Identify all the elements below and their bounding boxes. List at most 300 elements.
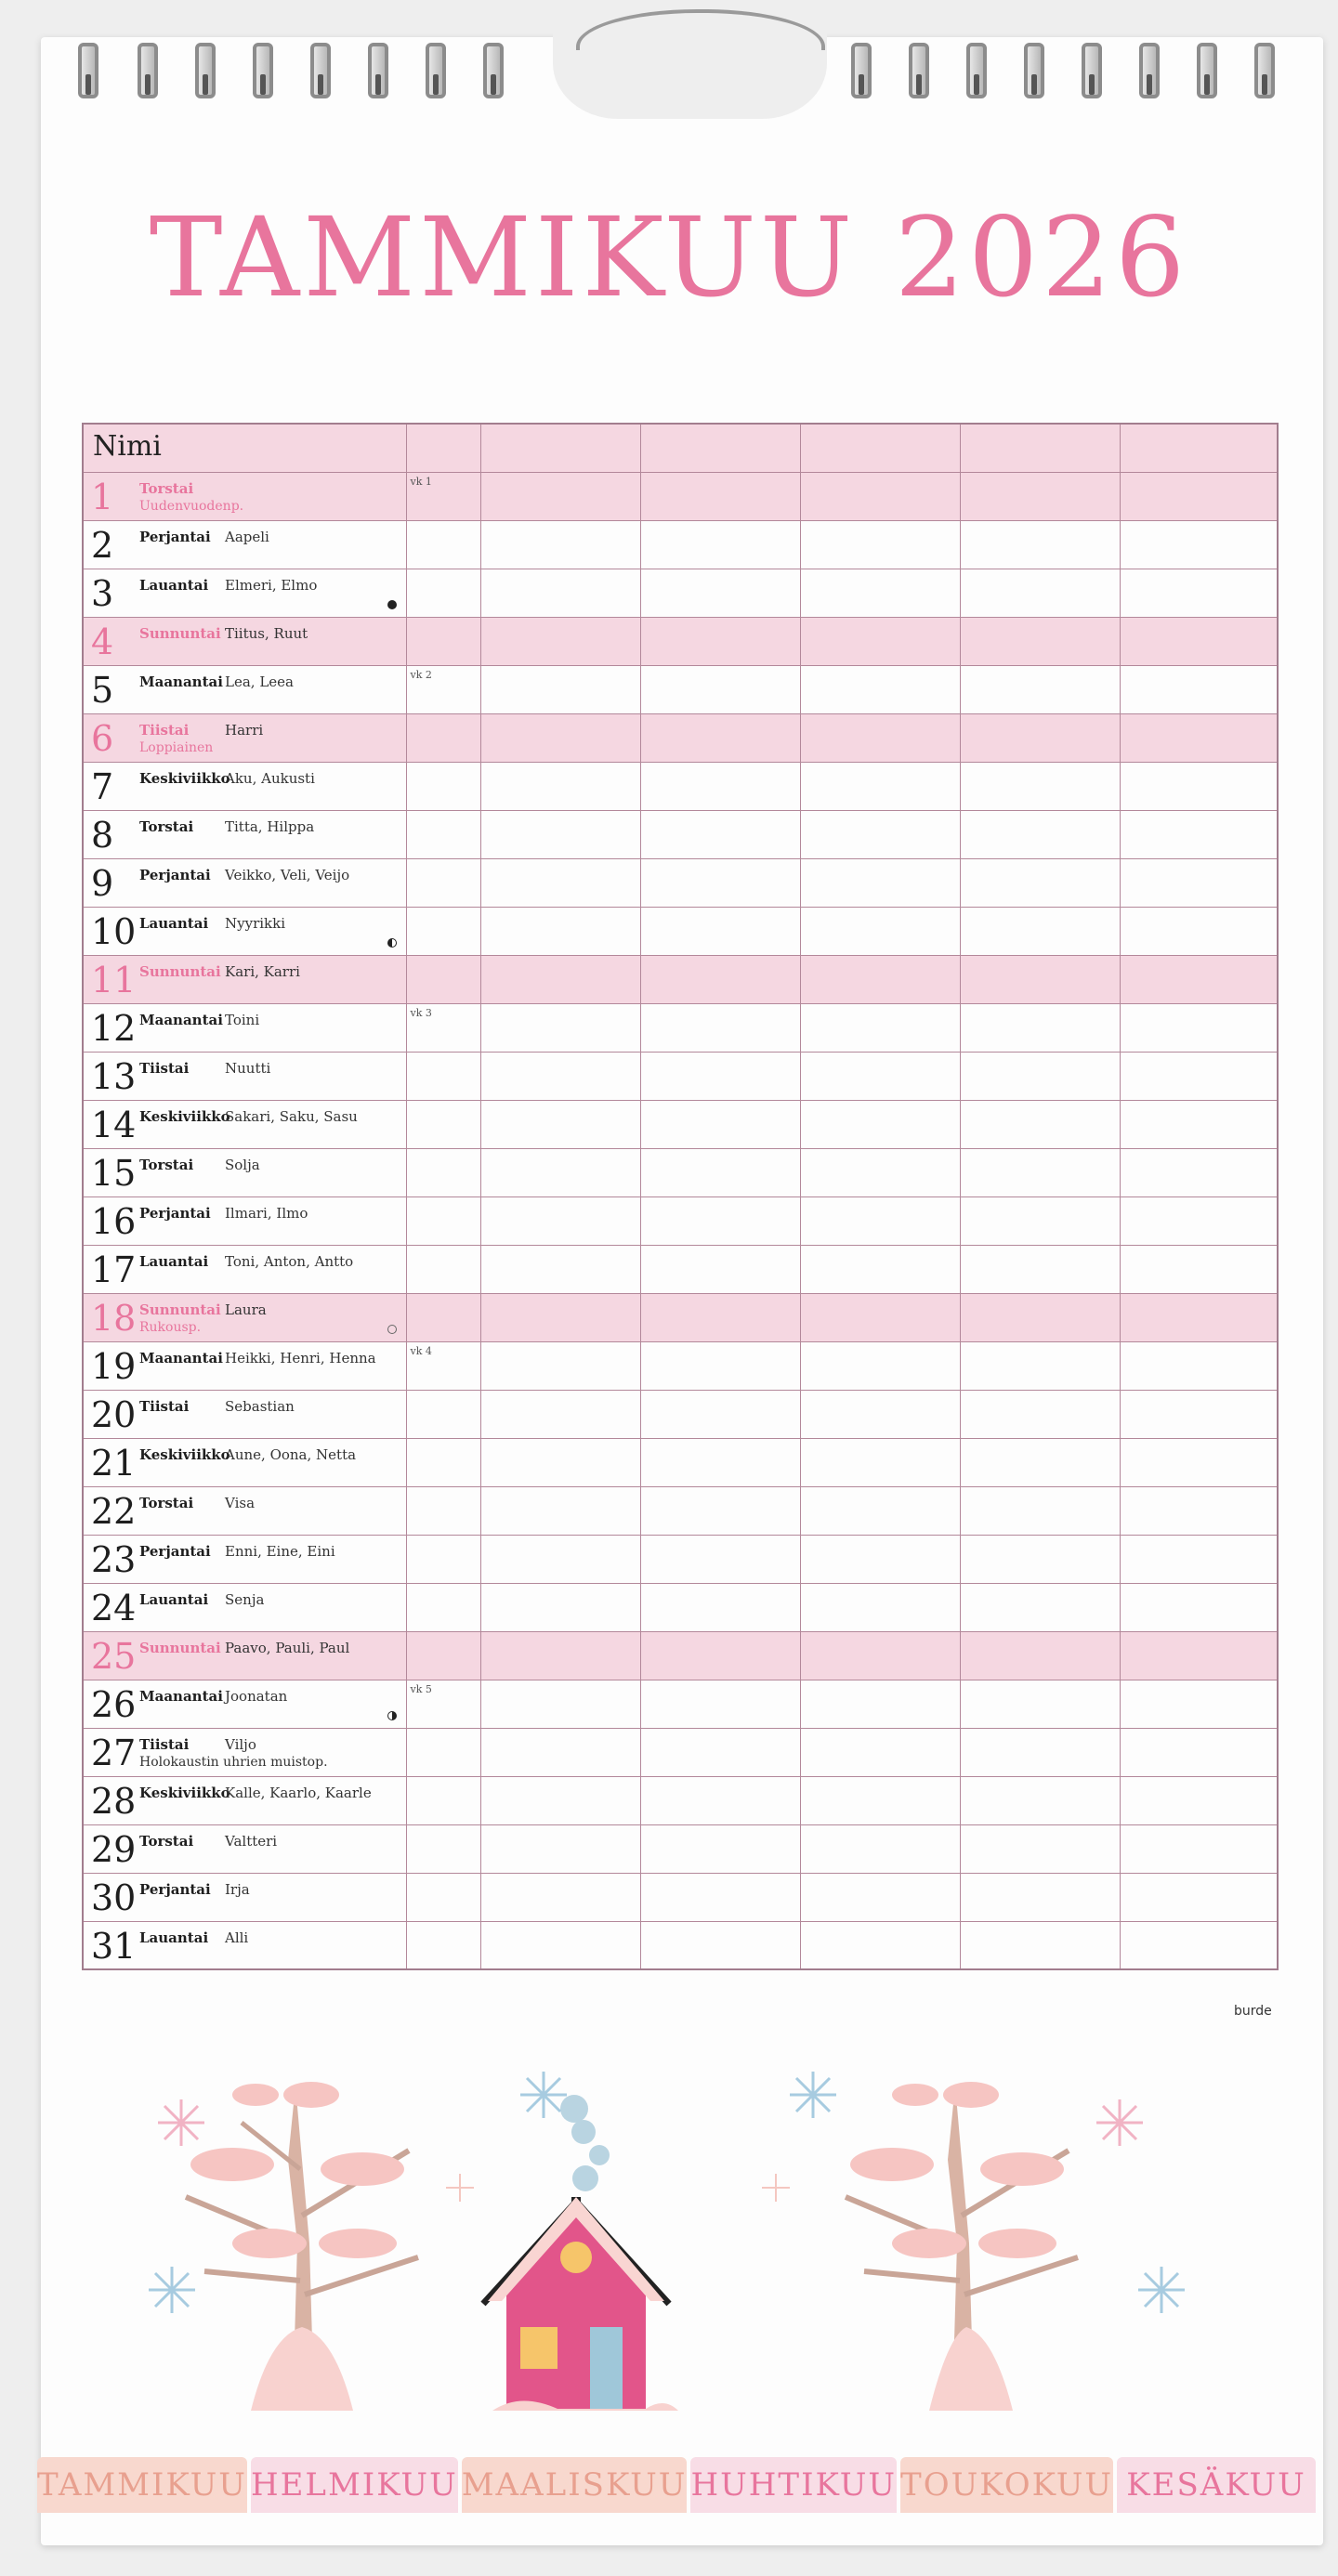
month-tab[interactable]: MAALISKUU	[462, 2457, 688, 2513]
day-number: 4	[91, 621, 114, 662]
day-number: 25	[91, 1635, 137, 1677]
day-number: 14	[91, 1104, 137, 1145]
entry-cell[interactable]	[1120, 1728, 1278, 1776]
entry-cell[interactable]	[640, 665, 800, 713]
week-cell[interactable]	[406, 1486, 480, 1535]
binding-ring	[253, 43, 273, 98]
week-cell[interactable]	[406, 520, 480, 569]
header-cell[interactable]	[480, 424, 640, 472]
day-row	[83, 1728, 1278, 1776]
weekday-label: Torstai	[139, 479, 194, 497]
entry-cell[interactable]	[960, 1341, 1120, 1390]
entry-cell[interactable]	[1120, 1052, 1278, 1100]
weekday-label: Lauantai	[139, 1590, 209, 1608]
day-row	[83, 1680, 1278, 1728]
name-day-names: Heikki, Henri, Henna	[225, 1349, 376, 1366]
weekday-label: Torstai	[139, 817, 194, 835]
entry-cell[interactable]	[640, 858, 800, 907]
entry-cell[interactable]	[480, 1680, 640, 1728]
weekday-label: Maanantai	[139, 1011, 223, 1028]
entry-cell[interactable]	[960, 1824, 1120, 1873]
entry-cell[interactable]	[640, 472, 800, 520]
entry-cell[interactable]	[640, 1341, 800, 1390]
entry-cell[interactable]	[800, 1921, 960, 1969]
entry-cell[interactable]	[960, 1776, 1120, 1824]
entry-cell[interactable]	[800, 1100, 960, 1148]
name-day-names: Toni, Anton, Antto	[225, 1252, 354, 1270]
name-day-names: Ilmari, Ilmo	[225, 1204, 308, 1222]
entry-cell[interactable]	[800, 1873, 960, 1921]
week-cell[interactable]	[406, 1438, 480, 1486]
week-cell[interactable]	[406, 617, 480, 665]
entry-cell[interactable]	[1120, 907, 1278, 955]
day-row	[83, 907, 1278, 955]
entry-cell[interactable]	[480, 1631, 640, 1680]
entry-cell[interactable]	[480, 1100, 640, 1148]
weekday-label: Perjantai	[139, 866, 211, 883]
weekday-label: Perjantai	[139, 1542, 211, 1560]
entry-cell[interactable]	[480, 762, 640, 810]
entry-cell[interactable]	[1120, 1824, 1278, 1873]
week-cell[interactable]	[406, 858, 480, 907]
week-cell[interactable]	[406, 955, 480, 1003]
weekday-label: Keskiviikko	[139, 1107, 230, 1125]
entry-cell[interactable]	[960, 472, 1120, 520]
week-cell[interactable]	[406, 1148, 480, 1196]
weekday-label: Keskiviikko	[139, 1784, 230, 1801]
week-cell[interactable]	[406, 1003, 480, 1052]
entry-cell[interactable]	[480, 1003, 640, 1052]
day-row	[83, 1052, 1278, 1100]
entry-cell[interactable]	[800, 665, 960, 713]
weekday-label: Torstai	[139, 1156, 194, 1173]
entry-cell[interactable]	[640, 1486, 800, 1535]
entry-cell[interactable]	[1120, 1293, 1278, 1341]
entry-cell[interactable]	[800, 1583, 960, 1631]
week-cell[interactable]	[406, 1728, 480, 1776]
entry-cell[interactable]	[800, 1196, 960, 1245]
day-label-cell	[83, 1293, 406, 1341]
week-cell[interactable]	[406, 1293, 480, 1341]
entry-cell[interactable]	[960, 1245, 1120, 1293]
entry-cell[interactable]	[960, 1631, 1120, 1680]
entry-cell[interactable]	[960, 955, 1120, 1003]
entry-cell[interactable]	[640, 1293, 800, 1341]
entry-cell[interactable]	[640, 1728, 800, 1776]
day-row	[83, 1293, 1278, 1341]
entry-cell[interactable]	[960, 858, 1120, 907]
entry-cell[interactable]	[1120, 858, 1278, 907]
entry-cell[interactable]	[800, 1824, 960, 1873]
day-label-cell	[83, 617, 406, 665]
entry-cell[interactable]	[640, 810, 800, 858]
day-row	[83, 1873, 1278, 1921]
weekday-label: Lauantai	[139, 1929, 209, 1946]
weekday-label: Sunnuntai	[139, 962, 221, 980]
entry-cell[interactable]	[800, 907, 960, 955]
entry-cell[interactable]	[800, 955, 960, 1003]
entry-cell[interactable]	[640, 1921, 800, 1969]
entry-cell[interactable]	[1120, 1631, 1278, 1680]
entry-cell[interactable]	[480, 1728, 640, 1776]
week-cell[interactable]	[406, 1390, 480, 1438]
entry-cell[interactable]	[640, 1003, 800, 1052]
weekday-label: Sunnuntai	[139, 1639, 221, 1656]
entry-cell[interactable]	[800, 1341, 960, 1390]
day-row	[83, 1148, 1278, 1196]
entry-cell[interactable]	[640, 1438, 800, 1486]
entry-cell[interactable]	[960, 1100, 1120, 1148]
entry-cell[interactable]	[1120, 1341, 1278, 1390]
entry-cell[interactable]	[800, 520, 960, 569]
entry-cell[interactable]	[800, 569, 960, 617]
week-cell[interactable]	[406, 1824, 480, 1873]
weekday-label: Sunnuntai	[139, 1301, 221, 1318]
day-number: 21	[91, 1442, 137, 1484]
week-cell[interactable]	[406, 1535, 480, 1583]
name-day-names: Alli	[225, 1929, 249, 1946]
house-icon	[483, 2197, 678, 2411]
entry-cell[interactable]	[480, 1293, 640, 1341]
week-cell[interactable]	[406, 907, 480, 955]
entry-cell[interactable]	[480, 1148, 640, 1196]
entry-cell[interactable]	[960, 1486, 1120, 1535]
entry-cell[interactable]	[480, 858, 640, 907]
entry-cell[interactable]	[800, 1728, 960, 1776]
entry-cell[interactable]	[640, 569, 800, 617]
snowflake-icon	[446, 2174, 474, 2202]
snowflake-icon	[1096, 2099, 1143, 2146]
day-label-cell	[83, 1341, 406, 1390]
name-day-names: Irja	[225, 1880, 250, 1898]
entry-cell[interactable]	[640, 520, 800, 569]
entry-cell[interactable]	[800, 1003, 960, 1052]
week-cell[interactable]	[406, 1245, 480, 1293]
entry-cell[interactable]	[480, 1486, 640, 1535]
holiday-note: Rukousp.	[139, 1319, 202, 1335]
day-label-cell	[83, 907, 406, 955]
entry-cell[interactable]	[960, 907, 1120, 955]
binding-ring	[1024, 43, 1044, 98]
week-number: vk 4	[410, 1344, 432, 1357]
week-cell[interactable]	[406, 1100, 480, 1148]
entry-cell[interactable]	[1120, 1486, 1278, 1535]
entry-cell[interactable]	[960, 1873, 1120, 1921]
binding-ring	[78, 43, 98, 98]
day-number: 24	[91, 1587, 137, 1628]
entry-cell[interactable]	[960, 1680, 1120, 1728]
month-tab[interactable]: HUHTIKUU	[690, 2457, 897, 2513]
entry-cell[interactable]	[480, 907, 640, 955]
binding-ring	[368, 43, 388, 98]
name-day-names: Joonatan	[225, 1687, 288, 1705]
day-row	[83, 1245, 1278, 1293]
entry-cell[interactable]	[480, 1535, 640, 1583]
entry-cell[interactable]	[1120, 1245, 1278, 1293]
weekday-label: Torstai	[139, 1494, 194, 1511]
entry-cell[interactable]	[640, 713, 800, 762]
entry-cell[interactable]	[480, 520, 640, 569]
entry-cell[interactable]	[640, 1583, 800, 1631]
day-number: 1	[91, 476, 114, 517]
entry-cell[interactable]	[480, 665, 640, 713]
entry-cell[interactable]	[800, 1293, 960, 1341]
week-number: vk 1	[410, 475, 432, 488]
day-label-cell	[83, 1583, 406, 1631]
entry-cell[interactable]	[1120, 1390, 1278, 1438]
entry-cell[interactable]	[480, 810, 640, 858]
name-day-names: Visa	[225, 1494, 256, 1511]
header-cell[interactable]	[406, 424, 480, 472]
weekday-label: Sunnuntai	[139, 624, 221, 642]
binding-ring	[138, 43, 158, 98]
day-label-cell	[83, 1390, 406, 1438]
snowflake-icon	[158, 2099, 204, 2146]
header-cell[interactable]	[1120, 424, 1278, 472]
entry-cell[interactable]	[480, 569, 640, 617]
name-day-names: Aku, Aukusti	[225, 769, 315, 787]
entry-cell[interactable]	[1120, 1680, 1278, 1728]
entry-cell[interactable]	[480, 1196, 640, 1245]
entry-cell[interactable]	[480, 617, 640, 665]
entry-cell[interactable]	[640, 1535, 800, 1583]
entry-cell[interactable]	[640, 1390, 800, 1438]
entry-cell[interactable]	[1120, 569, 1278, 617]
weekday-label: Keskiviikko	[139, 769, 230, 787]
entry-cell[interactable]	[960, 1003, 1120, 1052]
entry-cell[interactable]	[480, 955, 640, 1003]
week-cell[interactable]	[406, 1196, 480, 1245]
day-number: 7	[91, 765, 114, 807]
entry-cell[interactable]	[480, 1921, 640, 1969]
entry-cell[interactable]	[480, 1438, 640, 1486]
name-header: Nimi	[83, 424, 406, 472]
entry-cell[interactable]	[640, 1631, 800, 1680]
entry-cell[interactable]	[1120, 810, 1278, 858]
entry-cell[interactable]	[800, 1390, 960, 1438]
entry-cell[interactable]	[960, 665, 1120, 713]
weekday-label: Tiistai	[139, 1059, 190, 1077]
week-cell[interactable]	[406, 1873, 480, 1921]
entry-cell[interactable]	[1120, 1148, 1278, 1196]
day-label-cell	[83, 1680, 406, 1728]
tree-icon	[186, 2082, 418, 2411]
entry-cell[interactable]	[1120, 713, 1278, 762]
day-number: 15	[91, 1152, 137, 1194]
entry-cell[interactable]	[480, 1390, 640, 1438]
day-number: 8	[91, 814, 114, 856]
entry-cell[interactable]	[800, 1052, 960, 1100]
week-cell[interactable]	[406, 1921, 480, 1969]
day-row	[83, 1535, 1278, 1583]
entry-cell[interactable]	[640, 1148, 800, 1196]
entry-cell[interactable]	[1120, 1438, 1278, 1486]
week-cell[interactable]	[406, 1631, 480, 1680]
entry-cell[interactable]	[1120, 1100, 1278, 1148]
week-cell[interactable]	[406, 472, 480, 520]
entry-cell[interactable]	[960, 520, 1120, 569]
entry-cell[interactable]	[640, 1100, 800, 1148]
day-row	[83, 762, 1278, 810]
entry-cell[interactable]	[1120, 1196, 1278, 1245]
entry-cell[interactable]	[960, 569, 1120, 617]
name-day-names: Aune, Oona, Netta	[225, 1445, 357, 1463]
calendar-table	[82, 423, 1279, 1970]
weekday-label: Lauantai	[139, 576, 209, 594]
entry-cell[interactable]	[1120, 665, 1278, 713]
entry-cell[interactable]	[960, 713, 1120, 762]
entry-cell[interactable]	[1120, 1535, 1278, 1583]
entry-cell[interactable]	[1120, 1776, 1278, 1824]
entry-cell[interactable]	[480, 1583, 640, 1631]
day-row	[83, 955, 1278, 1003]
entry-cell[interactable]	[960, 1583, 1120, 1631]
entry-cell[interactable]	[480, 1341, 640, 1390]
day-label-cell	[83, 810, 406, 858]
entry-cell[interactable]	[1120, 1583, 1278, 1631]
header-cell[interactable]	[960, 424, 1120, 472]
name-day-names: Elmeri, Elmo	[225, 576, 318, 594]
day-row	[83, 472, 1278, 520]
entry-cell[interactable]	[640, 1052, 800, 1100]
day-label-cell	[83, 1486, 406, 1535]
day-label-cell	[83, 713, 406, 762]
entry-cell[interactable]	[640, 617, 800, 665]
month-tab[interactable]: HELMIKUU	[251, 2457, 458, 2513]
binding-ring	[195, 43, 216, 98]
day-number: 30	[91, 1876, 137, 1918]
entry-cell[interactable]	[480, 472, 640, 520]
day-label-cell	[83, 569, 406, 617]
entry-cell[interactable]	[640, 1245, 800, 1293]
entry-cell[interactable]	[960, 762, 1120, 810]
entry-cell[interactable]	[640, 1776, 800, 1824]
day-label-cell	[83, 1728, 406, 1776]
binding-ring	[966, 43, 987, 98]
week-cell[interactable]	[406, 1776, 480, 1824]
day-number: 9	[91, 862, 114, 904]
day-label-cell	[83, 1535, 406, 1583]
entry-cell[interactable]	[960, 617, 1120, 665]
entry-cell[interactable]	[800, 1438, 960, 1486]
week-cell[interactable]	[406, 1583, 480, 1631]
month-tab[interactable]: TAMMIKUU	[37, 2457, 247, 2513]
month-tab[interactable]: KESÄKUU	[1117, 2457, 1316, 2513]
entry-cell[interactable]	[480, 1052, 640, 1100]
entry-cell[interactable]	[1120, 472, 1278, 520]
entry-cell[interactable]	[960, 1052, 1120, 1100]
entry-cell[interactable]	[1120, 520, 1278, 569]
entry-cell[interactable]	[480, 1824, 640, 1873]
month-tab[interactable]: TOUKOKUU	[900, 2457, 1113, 2513]
day-row	[83, 713, 1278, 762]
entry-cell[interactable]	[800, 858, 960, 907]
entry-cell[interactable]	[960, 1390, 1120, 1438]
entry-cell[interactable]	[480, 713, 640, 762]
day-number: 3	[91, 572, 114, 614]
day-label-cell	[83, 1003, 406, 1052]
day-label-cell	[83, 1921, 406, 1969]
week-cell[interactable]	[406, 810, 480, 858]
entry-cell[interactable]	[960, 1535, 1120, 1583]
entry-cell[interactable]	[960, 1196, 1120, 1245]
week-cell[interactable]	[406, 569, 480, 617]
entry-cell[interactable]	[960, 1438, 1120, 1486]
week-cell[interactable]	[406, 1341, 480, 1390]
day-row	[83, 569, 1278, 617]
entry-cell[interactable]	[480, 1245, 640, 1293]
entry-cell[interactable]	[800, 1680, 960, 1728]
entry-cell[interactable]	[960, 810, 1120, 858]
entry-cell[interactable]	[800, 1535, 960, 1583]
entry-cell[interactable]	[800, 617, 960, 665]
binding-ring	[851, 43, 872, 98]
entry-cell[interactable]	[800, 810, 960, 858]
day-row	[83, 1100, 1278, 1148]
day-number: 23	[91, 1538, 137, 1580]
week-cell[interactable]	[406, 762, 480, 810]
day-label-cell	[83, 1245, 406, 1293]
entry-cell[interactable]	[960, 1728, 1120, 1776]
entry-cell[interactable]	[640, 1196, 800, 1245]
week-cell[interactable]	[406, 1680, 480, 1728]
entry-cell[interactable]	[800, 1486, 960, 1535]
entry-cell[interactable]	[800, 1245, 960, 1293]
entry-cell[interactable]	[1120, 1003, 1278, 1052]
entry-cell[interactable]	[640, 762, 800, 810]
entry-cell[interactable]	[1120, 1921, 1278, 1969]
entry-cell[interactable]	[960, 1293, 1120, 1341]
entry-cell[interactable]	[640, 907, 800, 955]
entry-cell[interactable]	[640, 1680, 800, 1728]
entry-cell[interactable]	[800, 1148, 960, 1196]
entry-cell[interactable]	[640, 955, 800, 1003]
header-cell[interactable]	[800, 424, 960, 472]
week-cell[interactable]	[406, 1052, 480, 1100]
entry-cell[interactable]	[800, 762, 960, 810]
week-cell[interactable]	[406, 713, 480, 762]
entry-cell[interactable]	[1120, 1873, 1278, 1921]
binding-ring	[1139, 43, 1160, 98]
entry-cell[interactable]	[960, 1148, 1120, 1196]
weekday-label: Maanantai	[139, 1349, 223, 1366]
day-row	[83, 1631, 1278, 1680]
day-label-cell	[83, 1631, 406, 1680]
entry-cell[interactable]	[480, 1776, 640, 1824]
moon-phase-icon	[387, 600, 397, 609]
weekday-label: Tiistai	[139, 1735, 190, 1753]
entry-cell[interactable]	[480, 1873, 640, 1921]
entry-cell[interactable]	[640, 1873, 800, 1921]
day-label-cell	[83, 1873, 406, 1921]
entry-cell[interactable]	[800, 713, 960, 762]
entry-cell[interactable]	[800, 472, 960, 520]
entry-cell[interactable]	[800, 1631, 960, 1680]
name-day-names: Nuutti	[225, 1059, 271, 1077]
week-cell[interactable]	[406, 665, 480, 713]
entry-cell[interactable]	[1120, 762, 1278, 810]
entry-cell[interactable]	[960, 1921, 1120, 1969]
header-cell[interactable]	[640, 424, 800, 472]
entry-cell[interactable]	[1120, 617, 1278, 665]
name-day-names: Valtteri	[225, 1832, 278, 1850]
week-number: vk 5	[410, 1682, 432, 1695]
entry-cell[interactable]	[1120, 955, 1278, 1003]
day-number: 5	[91, 669, 114, 711]
entry-cell[interactable]	[800, 1776, 960, 1824]
name-day-names: Laura	[225, 1301, 267, 1318]
entry-cell[interactable]	[640, 1824, 800, 1873]
